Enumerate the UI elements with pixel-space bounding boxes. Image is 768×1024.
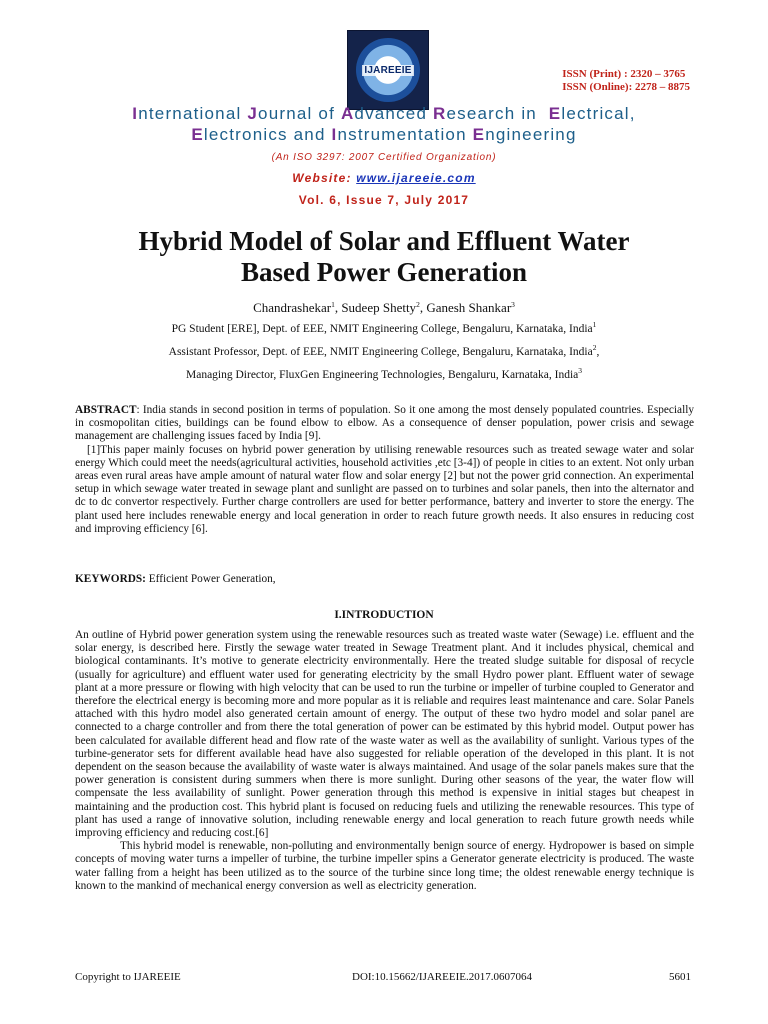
author-name: Chandrashekar (253, 300, 332, 315)
abstract-paragraph: [1]This paper mainly focuses on hybrid power generation by utilising renewable resources such as treated sewage water and solar energy Which could meet the needs(agricultural activities, household activities ,etc [3-4]) of people in cities to an extent. Not only urban areas even rural areas have ample amount of natural water flow and solar energy [2] but not the power grid connection. An experimental setup in which sewage water treated in sewage plant and sunlight are passed on to turbines and solar panels, then into the alternator and dc to dc convertor respectively. Further charge controllers are used for better performance, battery and inverter to store the energy. The plant used here includes renewable energy and local generation in order to reach future growth needs. It also ensures in reducing cost and improving efficiency [6]. (75, 443, 694, 535)
abstract-paragraph: ABSTRACT: India stands in second position in terms of population. So it one among the most densely populated countries. Especially in cosmopolitan cities, buildings can be found elbow to elbow. As a consequence of denser population, power crisis and sewage management are challenging issues faced by India [9]. (75, 404, 694, 443)
affiliation: Assistant Professor, Dept. of EEE, NMIT Engineering College, Bengaluru, Karnataka, India$^2$, (168, 343, 600, 358)
logo-text: IJAREEIE (364, 64, 412, 76)
journal-name (0, 103, 768, 145)
website-label: Website: (292, 171, 357, 185)
keywords-value: Efficient Power Generation, (145, 573, 276, 585)
title-line-2: Based Power Generation (241, 257, 527, 287)
abstract (75, 404, 694, 536)
paper-title (0, 226, 768, 288)
footer-copyright: Copyright to IJAREEIE (75, 971, 181, 983)
keywords (75, 573, 694, 586)
introduction (75, 629, 694, 893)
issn-online: ISSN (Online): 2278 – 8875 (562, 81, 690, 93)
author-list: Chandrashekar$^1$, Sudeep Shetty$^2$, Ganesh Shankar$^3$ (253, 300, 515, 315)
author-name: Sudeep Shetty (341, 300, 417, 315)
globe-icon (356, 38, 420, 102)
journal-logo (347, 30, 429, 110)
affiliation: PG Student [ERE], Dept. of EEE, NMIT Engineering College, Bengaluru, Karnataka, India$^1$ (171, 320, 597, 335)
author-sup: 2 (416, 300, 420, 309)
body-paragraph: This hybrid model is renewable, non-polluting and environmentally benign source of energy. Hydropower is based on simple concepts of moving water turns a impeller of turbine, the turbine impeller spins a Generator generate electricity is produced. The waste water falling from a height has been utilized as to the source of the turbine since long time; the oldest renewable energy technique is known to the mankind of mechanical energy conversion as well as electricity generation. (75, 840, 694, 892)
affiliation: Managing Director, FluxGen Engineering Technologies, Bengaluru, Karnataka, India$^3$ (185, 366, 583, 381)
author-sup: 1 (331, 300, 335, 309)
footer-doi: DOI:10.15662/IJAREEIE.2017.0607064 (352, 971, 532, 983)
abstract-label: ABSTRACT (75, 404, 137, 416)
volume-issue: Vol. 6, Issue 7, July 2017 (298, 193, 470, 207)
iso-certification: (An ISO 3297: 2007 Certified Organization) (271, 152, 497, 163)
journal-name-line-2: Electronics and Instrumentation Engineering (191, 125, 577, 144)
website-line (0, 171, 768, 185)
section-heading: I.INTRODUCTION (334, 609, 434, 621)
author-sup: 3 (511, 300, 515, 309)
website-link[interactable]: www.ijareeie.com (356, 171, 476, 185)
page-number: 5601 (669, 971, 691, 983)
body-paragraph: An outline of Hybrid power generation system using the renewable resources such as treated waste water (Sewage) i.e. effluent and the solar energy, is described here. Firstly the sewage water treated in Sewage Treatment plant. And it includes physical, chemical and biological contaminants. It’s motive to generate electricity environmentally. Here the treated sludge suitable for disposal of recycle (usually for agriculture) and effluent water used for generating electricity by the small Hydro power plant. Effluent water of sewage plant at a more pressure or flowing with high velocity that can be used to run the turbine or impeller of turbine coupled to Generator and therefore the electrical energy is becoming more and more popular as it is reliable and requires least maintenance and care. Solar Panels attached with this hydro model also generated certain amount of energy. The output of these two hydro model and solar panel are connected to a charge controller and from there the total generation of power can be estimated by this hybrid model. Output power has been calculated for available different head and flow rate of the waste water as well as the availability of sunlight. Various types of the turbine-generator sets for different available head have also suggested for reliable operation of the developed in this plant. It is not dependent on the season because the availability of waste water is always maintained. And usage of the solar panels makes sure that the power generation is consistent during summers when there is more sunlight. During other seasons of the year, the water flow will compensate the less availability of sunlight. Power generation through this method is expensive in initial stages but cheapest in maintaining and the production cost. This hybrid plant is focused on reducing fuels and utilizing the renewable resources. This type of plant has used a range of innovative solution, including renewable energy and local generation to reach future growth needs while improving efficiency and reducing cost.[6] (75, 629, 694, 840)
author-name: Ganesh Shankar (426, 300, 512, 315)
journal-name-line-1: International Journal of Advanced Research in Electrical, (132, 104, 636, 123)
issn-print: ISSN (Print) : 2320 – 3765 (562, 68, 686, 80)
keywords-label: KEYWORDS: (75, 573, 146, 585)
title-line-1: Hybrid Model of Solar and Effluent Water (138, 226, 630, 256)
issn-block (562, 68, 690, 94)
